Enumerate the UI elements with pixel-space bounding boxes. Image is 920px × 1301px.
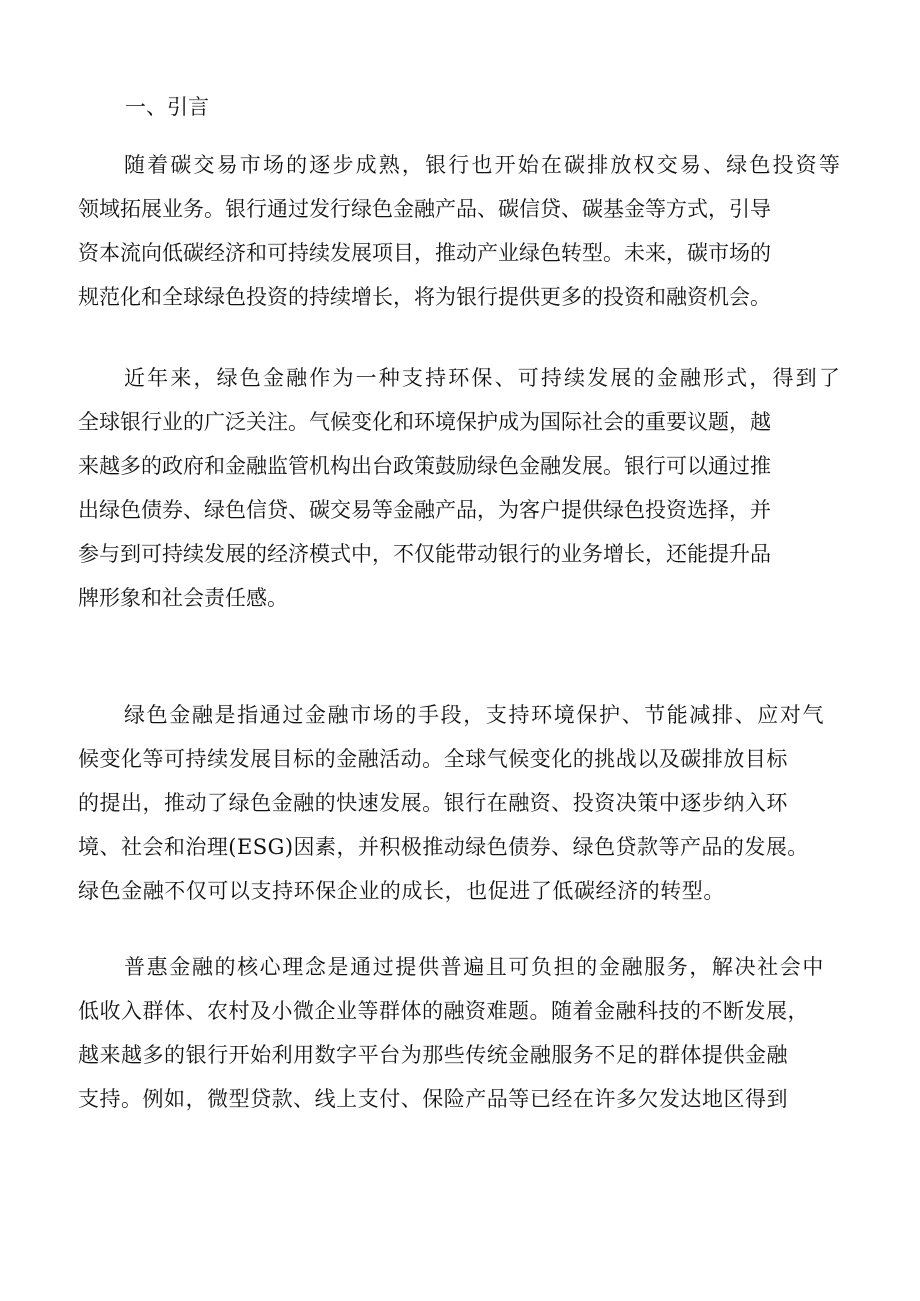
paragraph-line: 领域拓展业务。银行通过发行绿色金融产品、碳信贷、碳基金等方式，引导: [78, 197, 771, 221]
paragraph-line: 越来越多的银行开始利用数字平台为那些传统金融服务不足的群体提供金融: [78, 1043, 788, 1067]
paragraph-line: 规范化和全球绿色投资的持续增长，将为银行提供更多的投资和融资机会。: [78, 285, 771, 309]
paragraph-line: 资本流向低碳经济和可持续发展项目，推动产业绿色转型。未来，碳市场的: [78, 241, 771, 265]
paragraph-line: 的提出，推动了绿色金融的快速发展。银行在融资、投资决策中逐步纳入环: [78, 791, 788, 815]
paragraph-line: 近年来，绿色金融作为一种支持环保、可持续发展的金融形式，得到了: [124, 366, 842, 390]
paragraph-line: 普惠金融的核心理念是通过提供普遍且可负担的金融服务，解决社会中: [124, 955, 825, 979]
paragraph-line: 参与到可持续发展的经济模式中，不仅能带动银行的业务增长，还能提升品: [78, 542, 771, 566]
paragraph-green-finance-definition: [78, 693, 825, 913]
paragraph-line: 全球银行业的广泛关注。气候变化和环境保护成为国际社会的重要议题，越: [78, 410, 771, 434]
paragraph-line: 绿色金融是指通过金融市场的手段，支持环境保护、节能减排、应对气: [124, 703, 826, 727]
paragraph-carbon-market: [78, 143, 842, 319]
paragraph-line: 来越多的政府和金融监管机构出台政策鼓励绿色金融发展。银行可以通过推: [78, 454, 771, 478]
paragraph-line: 牌形象和社会责任感。: [78, 586, 288, 610]
paragraph-green-finance-attention: [78, 356, 842, 620]
paragraph-line: 候变化等可持续发展目标的金融活动。全球气候变化的挑战以及碳排放目标: [78, 747, 788, 771]
paragraph-line: 低收入群体、农村及小微企业等群体的融资难题。随着金融科技的不断发展，: [78, 999, 809, 1023]
paragraph-line: 随着碳交易市场的逐步成熟，银行也开始在碳排放权交易、绿色投资等: [124, 153, 842, 177]
paragraph-inclusive-finance: [78, 945, 825, 1121]
paragraph-line: 支持。例如，微型贷款、线上支付、保险产品等已经在许多欠发达地区得到: [78, 1087, 788, 1111]
section-heading: 一、引言: [125, 95, 209, 119]
paragraph-line: 境、社会和治理(ESG)因素，并积极推动绿色债券、绿色贷款等产品的发展。: [78, 835, 809, 859]
paragraph-line: 绿色金融不仅可以支持环保企业的成长，也促进了低碳经济的转型。: [78, 879, 725, 903]
paragraph-line: 出绿色债券、绿色信贷、碳交易等金融产品，为客户提供绿色投资选择，并: [78, 498, 771, 522]
